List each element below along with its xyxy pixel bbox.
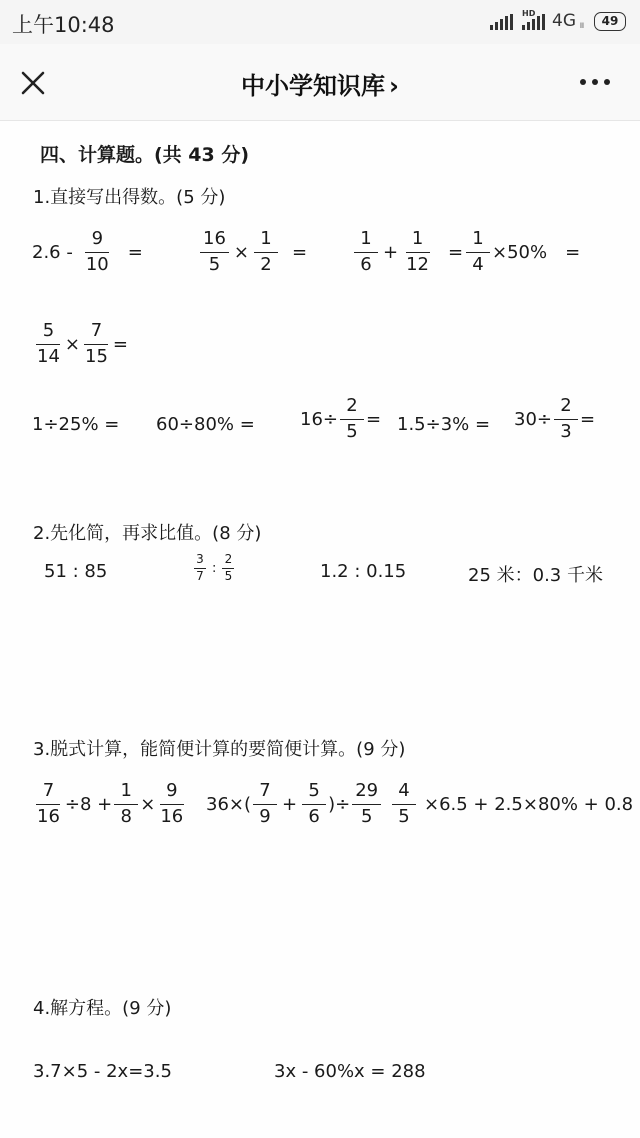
expr-text: ×50% (492, 241, 548, 263)
fraction: $\frac{9}{16}$ (160, 780, 184, 827)
q3-calculation-3 (390, 781, 633, 827)
q1-expression-1 (32, 229, 143, 275)
section-title: 四、计算题。(共 43 分) (40, 144, 250, 166)
q1-expression-9: 1.5÷3% = (397, 414, 491, 435)
expr-text: 2.6 - (32, 241, 73, 263)
more-dot-icon (592, 79, 598, 85)
equals: = (565, 241, 581, 263)
fraction: $\frac{7}{16}$ (37, 780, 60, 827)
equals: = (448, 241, 464, 263)
page-title: 中小学知识库 (241, 72, 386, 100)
q2-ratio-2: $\frac{3}{7}$ : $\frac{2}{5}$ (192, 553, 236, 584)
fraction: $\frac{4}{5}$ (392, 781, 416, 827)
fraction: $\frac{3}{7}$ (194, 553, 206, 584)
status-bar (0, 0, 640, 44)
fraction: $\frac{1}{6}$ (354, 229, 378, 275)
question-3-heading: 3.脱式计算，能简便计算的要简便计算。(9 分) (33, 739, 406, 760)
network-sub-label: ll (580, 22, 584, 30)
battery-icon: 49 (594, 12, 626, 31)
network-label: 4G (552, 11, 576, 31)
q3-calculation-2: 36×( $\frac{7}{9}$ + $\frac{5}{6}$ )÷ $\frac{29}{5}$ (206, 781, 383, 827)
fraction: $\frac{16}{5}$ (200, 229, 229, 275)
equals: = (127, 241, 143, 263)
q1-expression-2: $\frac{16}{5}$ × $\frac{1}{2}$ = (198, 229, 307, 275)
fraction: $\frac{2}{5}$ (340, 396, 364, 442)
equals: = (112, 333, 128, 355)
q4-equation-2: 3x - 60%x = 288 (274, 1061, 426, 1082)
expr-text: 36×( (206, 793, 252, 815)
signal-icon-2 (522, 14, 546, 30)
q1-expression-3: $\frac{1}{6}$ + $\frac{1}{12}$ = (352, 229, 463, 275)
q1-expression-4 (464, 229, 580, 275)
fraction: $\frac{1}{4}$ (466, 229, 490, 275)
equals: = (292, 241, 308, 263)
chevron-right-icon: › (389, 72, 399, 100)
question-4-heading: 4.解方程。(9 分) (33, 998, 172, 1019)
q1-expression-7: 60÷80% = (156, 414, 255, 435)
fraction: $\frac{1}{8}$ (114, 781, 138, 827)
q2-ratio-4: 25 米：0.3 千米 (468, 565, 603, 586)
equals: = (580, 408, 596, 430)
q1-expression-8 (300, 396, 381, 442)
question-1-heading: 1.直接写出得数。(5 分) (33, 187, 226, 208)
q1-expression-5: $\frac{5}{14}$ × $\frac{7}{15}$ = (32, 321, 128, 367)
more-button[interactable] (578, 76, 612, 88)
expr-text: ×6.5 + 2.5×80% + 0.8 (424, 793, 634, 815)
more-dot-icon (604, 79, 610, 85)
question-2-heading: 2.先化简，再求比值。(8 分) (33, 523, 262, 544)
expr-text: 16÷ (300, 408, 338, 430)
fraction: $\frac{1}{2}$ (254, 229, 278, 275)
q2-ratio-3: 1.2 : 0.15 (320, 561, 407, 582)
fraction: $\frac{5}{14}$ (37, 320, 60, 367)
fraction: $\frac{1}{12}$ (406, 228, 429, 275)
q1-expression-10 (514, 396, 595, 442)
signal-icon (490, 14, 514, 30)
hd-label: HD (522, 9, 536, 18)
q4-equation-1: 3.7×5 - 2x=3.5 (33, 1061, 172, 1082)
fraction: $\frac{2}{3}$ (554, 396, 578, 442)
q3-calculation-1: $\frac{7}{16}$ ÷8 + $\frac{1}{8}$ × $\frac{9}{16}$ (32, 781, 188, 827)
fraction: $\frac{7}{9}$ (253, 781, 277, 827)
page-title-link[interactable] (0, 66, 640, 101)
fraction: $\frac{5}{6}$ (302, 781, 326, 827)
document-content (0, 121, 640, 1138)
nav-bar (0, 44, 640, 121)
q2-ratio-1: 51 : 85 (44, 561, 108, 582)
expr-text: )÷ (328, 793, 351, 815)
expr-text: 30÷ (514, 408, 552, 430)
fraction: $\frac{2}{5}$ (222, 553, 234, 584)
q1-expression-6: 1÷25% = (32, 414, 120, 435)
status-time: 上午10:48 (12, 13, 115, 37)
more-dot-icon (580, 79, 586, 85)
fraction: $\frac{9}{10}$ (85, 228, 109, 275)
equals: = (366, 408, 382, 430)
fraction: $\frac{29}{5}$ (352, 781, 381, 827)
fraction: $\frac{7}{15}$ (85, 320, 108, 367)
